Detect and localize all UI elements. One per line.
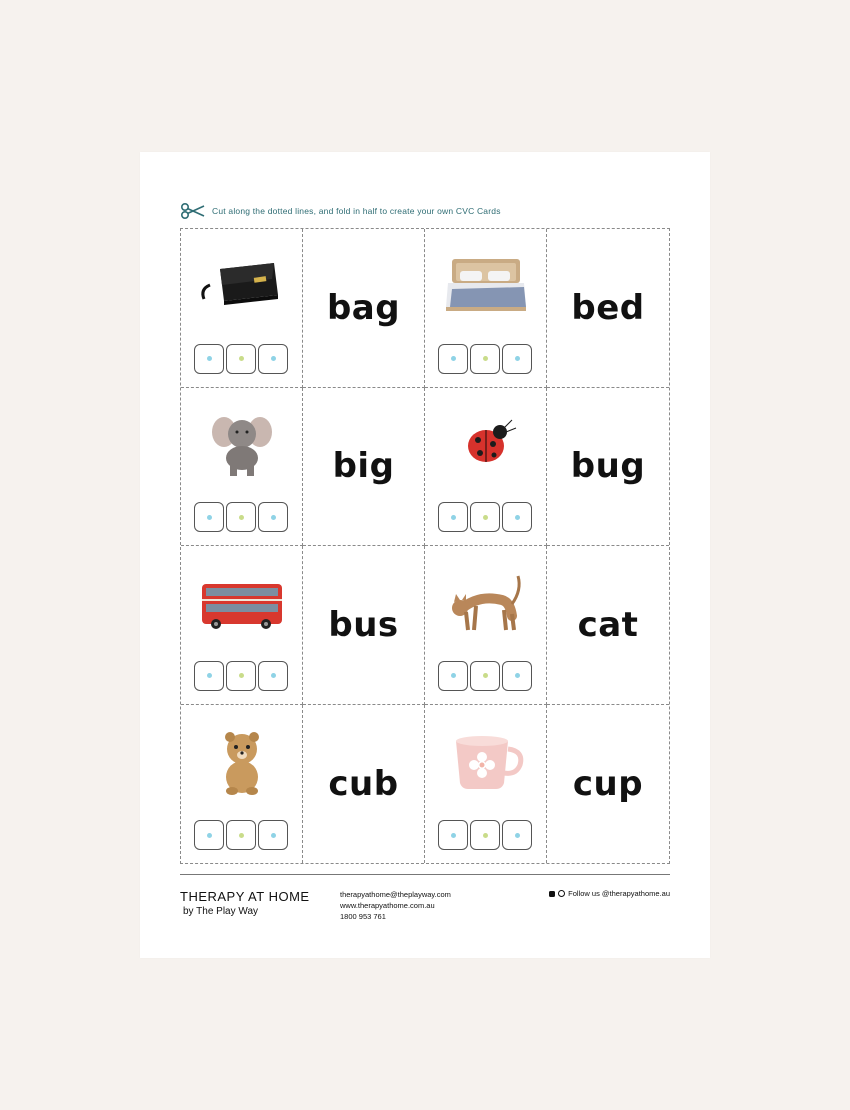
- sound-box: [194, 344, 224, 374]
- elephant-picture: [194, 408, 290, 480]
- sound-box: [502, 502, 532, 532]
- word-card-cat[interactable]: [547, 546, 669, 705]
- card-word: bag: [326, 287, 401, 328]
- card-word: bus: [328, 604, 399, 645]
- sound-box: [194, 661, 224, 691]
- brand-name: THERAPY AT HOME: [180, 889, 310, 904]
- sound-box: [258, 502, 288, 532]
- sound-box: [438, 502, 468, 532]
- picture-card-bed[interactable]: [425, 229, 547, 388]
- picture-card-cup[interactable]: [425, 705, 547, 864]
- contact-email: therapyathome@theplayway.com: [340, 890, 451, 899]
- footer-contact: [340, 889, 451, 922]
- sound-box: [258, 661, 288, 691]
- sound-box: [502, 344, 532, 374]
- sound-box: [226, 344, 256, 374]
- footer-brand: [180, 889, 310, 917]
- picture-card-bus[interactable]: [181, 546, 303, 705]
- worksheet-page: [140, 152, 710, 958]
- instruction-row: [180, 202, 501, 220]
- sound-boxes: [438, 820, 534, 850]
- sound-boxes: [194, 502, 290, 532]
- sound-box: [438, 344, 468, 374]
- sound-boxes: [438, 502, 534, 532]
- word-card-bus[interactable]: [303, 546, 425, 705]
- sound-boxes: [438, 661, 534, 691]
- pink-cup-picture: [438, 725, 534, 797]
- sound-box: [258, 820, 288, 850]
- sound-box: [470, 820, 500, 850]
- sound-box: [438, 661, 468, 691]
- sound-boxes: [438, 344, 534, 374]
- scissors-icon: [180, 202, 206, 220]
- sound-box: [502, 820, 532, 850]
- sound-box: [258, 344, 288, 374]
- contact-website: www.therapyathome.com.au: [340, 901, 435, 910]
- sound-box: [470, 661, 500, 691]
- ladybug-picture: [438, 408, 534, 480]
- word-card-cup[interactable]: [547, 705, 669, 864]
- picture-card-bag[interactable]: [181, 229, 303, 388]
- instagram-icon: [558, 890, 565, 897]
- bed-picture: [438, 249, 534, 321]
- sound-box: [438, 820, 468, 850]
- card-word: cub: [328, 763, 399, 804]
- word-card-bag[interactable]: [303, 229, 425, 388]
- picture-card-cat[interactable]: [425, 546, 547, 705]
- instruction-text: Cut along the dotted lines, and fold in half to create your own CVC Cards: [212, 206, 501, 216]
- word-card-bug[interactable]: [547, 388, 669, 547]
- card-word: bed: [571, 287, 645, 328]
- sound-box: [226, 820, 256, 850]
- sound-box: [194, 502, 224, 532]
- red-double-decker-bus-picture: [194, 566, 290, 638]
- word-card-cub[interactable]: [303, 705, 425, 864]
- social-handle: Follow us @therapyathome.au: [568, 889, 670, 898]
- picture-card-big[interactable]: [181, 388, 303, 547]
- picture-card-bug[interactable]: [425, 388, 547, 547]
- footer-divider: [180, 874, 670, 875]
- lion-cub-picture: [194, 725, 290, 797]
- brand-byline: by The Play Way: [183, 906, 259, 917]
- sound-box: [194, 820, 224, 850]
- sound-boxes: [194, 344, 290, 374]
- card-grid: [180, 228, 670, 864]
- footer-social: [549, 889, 670, 898]
- sound-box: [502, 661, 532, 691]
- word-card-big[interactable]: [303, 388, 425, 547]
- black-handbag-picture: [194, 249, 290, 321]
- facebook-icon: [549, 891, 555, 897]
- card-word: big: [332, 446, 395, 487]
- sound-box: [226, 661, 256, 691]
- cat-picture: [438, 566, 534, 638]
- sound-box: [470, 502, 500, 532]
- card-word: cat: [577, 604, 639, 645]
- sound-box: [226, 502, 256, 532]
- sound-boxes: [194, 661, 290, 691]
- word-card-bed[interactable]: [547, 229, 669, 388]
- sound-boxes: [194, 820, 290, 850]
- card-word: cup: [572, 763, 644, 804]
- card-word: bug: [570, 446, 646, 487]
- sound-box: [470, 344, 500, 374]
- contact-phone: 1800 953 761: [340, 912, 386, 921]
- picture-card-cub[interactable]: [181, 705, 303, 864]
